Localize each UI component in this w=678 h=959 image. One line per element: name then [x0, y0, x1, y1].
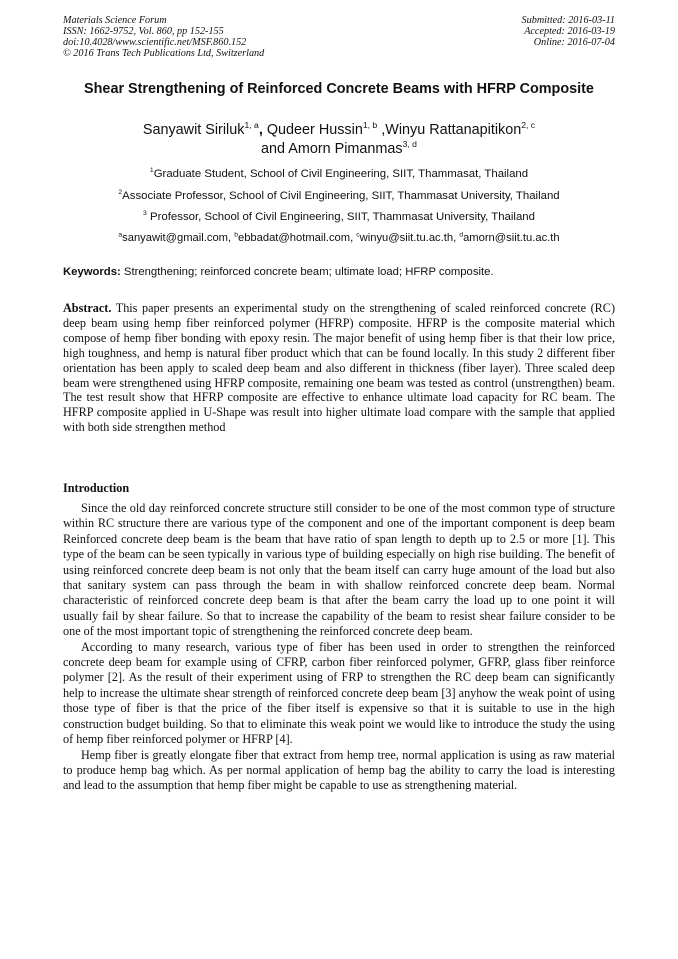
- email-link: amorn@siit.tu.ac.th: [463, 232, 560, 244]
- email-link: ebbadat@hotmail.com: [237, 232, 351, 244]
- section-heading: Introduction: [63, 481, 130, 495]
- author-name: Sanyawit Siriluk: [142, 122, 245, 138]
- author-name: Qudeer Hussin: [266, 122, 363, 138]
- accepted-date: Accepted: 2016-03-19: [524, 26, 615, 37]
- online-date: Online: 2016-07-04: [533, 37, 615, 48]
- author-name: Amorn Pimanmas: [288, 141, 403, 157]
- author-sup: 2, c: [521, 120, 536, 131]
- affiliation: $^1$Graduate Student, School of Civil Engineering, SIIT, Thammasat, Thailand: [149, 167, 529, 180]
- keywords-text: Strengthening; reinforced concrete beam; ultimate load; HFRP composite.: [123, 266, 494, 278]
- submission-dates: [522, 15, 615, 48]
- paragraph: Hemp fiber is greatly elongate fiber that extract from hemp tree, normal application is using as raw material to produce hemp bag which. As per normal application of hemp bag the ability to carry the load is interesting and lead to the assumption that hemp fiber might be capable to use as strengthening material.: [63, 747, 615, 793]
- author-list: Sanyawit Siriluk$^{1, a}$, Qudeer Hussin$^{1, b}$ ,Winyu Rattanapitikon$^{2, c}$ and Amorn Pimanmas$^{3, d}$: [142, 120, 536, 157]
- paragraph: According to many research, various type of fiber has been used in order to strengthen the reinforced concrete deep beam for example using of CFRP, carbon fiber reinforced polymer, GFRP, glass fiber reinforce polymer [2]. As the result of their experiment using of FRP to strengthen the RC deep beam can significantly help to increase the ultimate shear strength of reinforced concrete deep beam [3] anyhow the weak point of using those type of fiber is that the price of the fiber itself is expensive so that it is suitable to use in the high construction budget building. So that to eliminate this weak point we would like to introduce the study the using of hemp fiber reinforced polymer or HFRP [4].: [63, 639, 615, 747]
- author-name: Winyu Rattanapitikon: [385, 122, 522, 138]
- abstract: [63, 301, 615, 435]
- journal-copyright: © 2016 Trans Tech Publications Ltd, Switzerland: [63, 48, 265, 59]
- author-sup: 1, a: [244, 120, 259, 131]
- author-sup: 3, d: [402, 139, 417, 150]
- abstract-text: This paper presents an experimental study on the strengthening of scaled reinforced concrete (RC) deep beam using hemp fiber reinforced polymer (HFRP) composite. HFRP is the composite material which compose of hemp fiber bonding with epoxy resin. The major benefit of using hemp fiber is that their low price, high toughness, and hemp is natural fiber product which that can be found locally. In this study 2 different fiber orientation has been apply to scaled deep beam and also different in thickness (fiber layer). Three scaled deep beam were strengthened using HFRP composite, remaining one beam was tested as control (unstrengthen) beam. The test result show that HFRP composite are effective to enhance ultimate load capacity for RC beam. The HFRP composite applied in U-Shape was result into higher ultimate load compare with the sample that applied with both side strengthen method: [63, 301, 615, 435]
- journal-name: Materials Science Forum: [63, 15, 167, 26]
- keywords: [63, 265, 615, 279]
- journal-issn: ISSN: 1662-9752, Vol. 860, pp 152-155: [63, 26, 224, 37]
- abstract-label: Abstract.: [63, 301, 112, 315]
- email-link: winyu@siit.tu.ac.th: [359, 232, 454, 244]
- paragraph: Since the old day reinforced concrete structure still consider to be one of the most common type of structure within RC structure there are various type of the component and one of the important component is deep beam Reinforced concrete deep beam is the beam that have ratio of span length to depth up to 2.5 or more [1]. This type of the beam can be seen typically in various type of building especially on high rise building. The benefit of using reinforced concrete deep beam is not only that the beam itself can carry huge amount of the load but also that sanitary system can pass through the beam in with shallow reinforced concrete deep beam. Normal characteristic of reinforced concrete deep beam is that after the beam carry the load up to one point it will usually fail by shear failure. So that to increase the capability of the beam to resist shear failure consider to be one of the most important topic of strengthening the reinforced concrete deep beam.: [63, 501, 615, 639]
- affiliation: $^2$Associate Professor, School of Civil Engineering, SIIT, Thammasat University, Thailand: [118, 189, 560, 202]
- author-emails: $^a$sanyawit@gmail.com, $^b$ebbadat@hotmail.com, $^c$winyu@siit.tu.ac.th, $^d$amorn@siit.tu.ac.th: [118, 231, 560, 244]
- email-link: sanyawit@gmail.com: [122, 232, 228, 244]
- keywords-label: Keywords:: [63, 266, 121, 278]
- introduction-body: [63, 501, 615, 794]
- journal-doi: doi:10.4028/www.scientific.net/MSF.860.152: [63, 37, 247, 48]
- journal-info: [63, 15, 264, 59]
- paper-title: Shear Strengthening of Reinforced Concrete Beams with HFRP Composite: [84, 81, 594, 97]
- affiliation: $^3$ Professor, School of Civil Engineering, SIIT, Thammasat University, Thailand: [143, 210, 535, 223]
- author-sup: 1, b: [362, 120, 378, 131]
- submitted-date: Submitted: 2016-03-11: [521, 15, 615, 26]
